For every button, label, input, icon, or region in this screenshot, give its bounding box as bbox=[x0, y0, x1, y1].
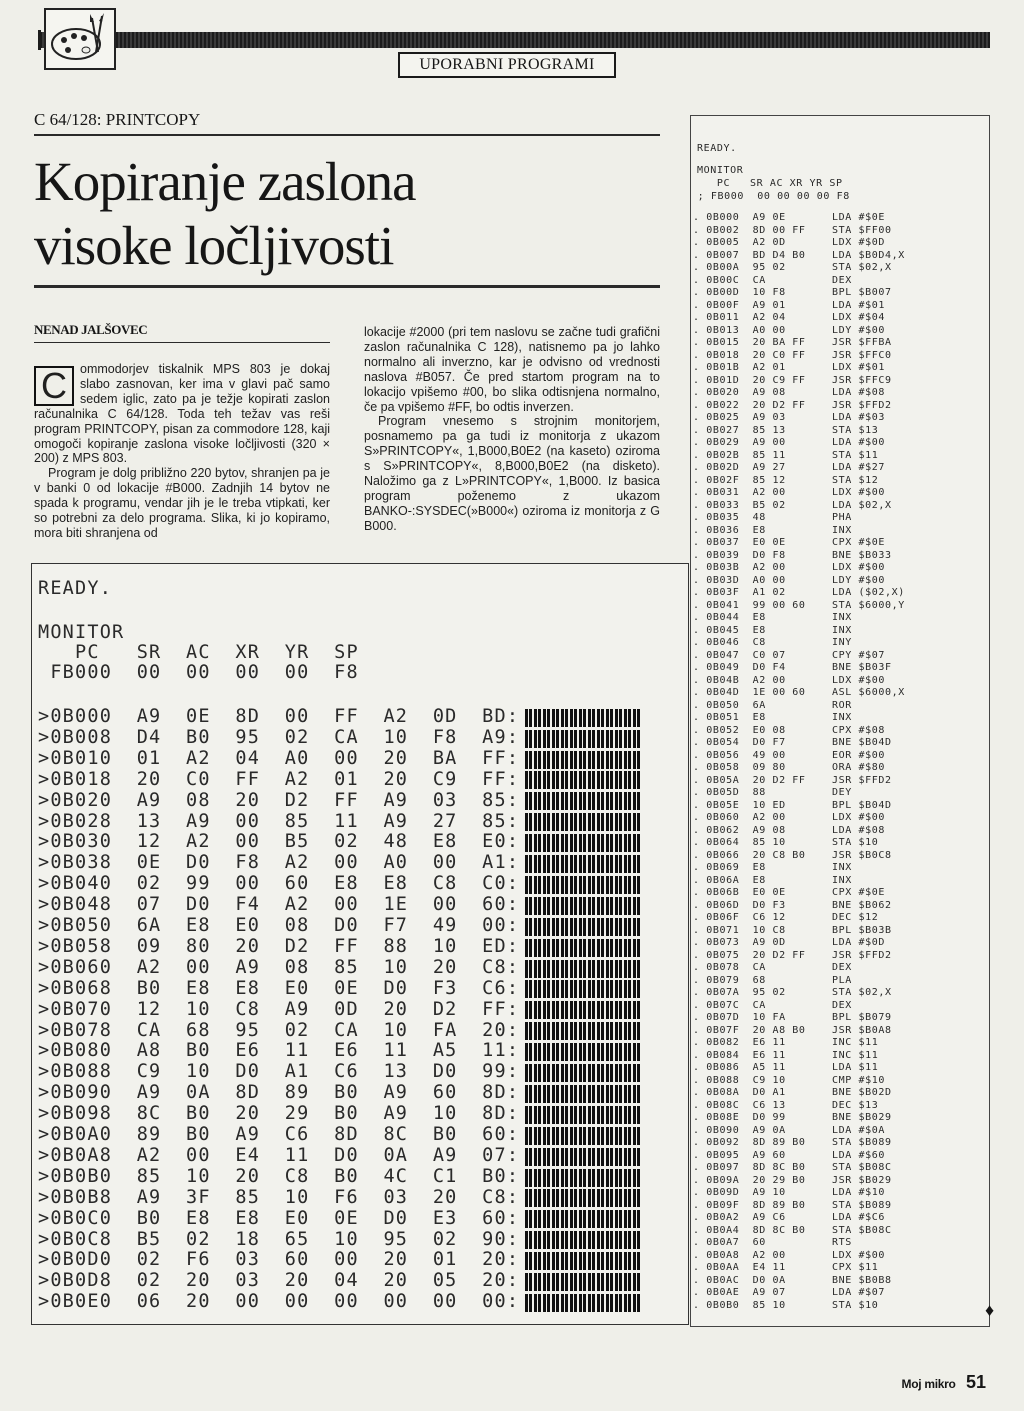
paragraph: Program vnesemo s strojnim monitorjem, posnamemo pa ga tudi iz monitorja z ukazom S»PRINTCOPY«, 1,B000,B0E2 (na kaseto) oziroma s S»PRINTCOPY«, 8,B000,B0E2 (na disketo). Naložimo ga z L»PRINTCOPY«, 1,B000. Iz basica program poženemo z ukazom BANKO-:SYSDEC(»B000«) oziroma iz monitorja z G B000. bbox=[364, 414, 660, 533]
petscii-graphics-cell bbox=[525, 813, 641, 831]
hex-row bbox=[38, 1103, 641, 1124]
hex-row bbox=[38, 727, 641, 748]
disassembly-row: . 0B0AA E4 11 CPX $11 bbox=[693, 1262, 879, 1273]
hex-row-text: >0B0E0 06 20 00 00 00 00 00 00: bbox=[38, 1291, 520, 1313]
disassembly-row: . 0B09D A9 10 LDA #$10 bbox=[693, 1187, 885, 1198]
disassembly-row: . 0B05A 20 D2 FF JSR $FFD2 bbox=[693, 774, 892, 786]
disassembly-row: . 0B007 BD D4 B0 LDA $B0D4,X bbox=[693, 249, 905, 261]
disassembly-row: . 0B005 A2 0D LDX #$0D bbox=[693, 237, 885, 248]
disassembly-row: . 0B052 E0 08 CPX #$08 bbox=[693, 724, 885, 736]
disassembly-row: . 0B062 A9 08 LDA #$08 bbox=[693, 824, 885, 836]
hex-row bbox=[38, 915, 641, 936]
disassembly-row: . 0B066 20 C8 B0 JSR $B0C8 bbox=[693, 849, 892, 861]
disassembly-row: . 0B06D D0 F3 BNE $B062 bbox=[693, 899, 892, 911]
disassembly-row: . 0B022 20 D2 FF JSR $FFD2 bbox=[693, 399, 892, 411]
disassembly-row: . 0B033 B5 02 LDA $02,X bbox=[693, 499, 892, 511]
disassembly-row: . 0B03D A0 00 LDY #$00 bbox=[693, 574, 885, 586]
disassembly-row: . 0B0A8 A2 00 LDX #$00 bbox=[693, 1249, 885, 1261]
disassembly-row: . 0B092 8D 89 B0 STA $B089 bbox=[693, 1137, 892, 1148]
hex-row-text: >0B050 6A E8 E0 08 D0 F7 49 00: bbox=[38, 915, 520, 936]
disassembly-row: . 0B049 D0 F4 BNE $B03F bbox=[693, 662, 892, 673]
petscii-graphics-cell bbox=[525, 960, 641, 978]
petscii-graphics-cell bbox=[525, 1273, 641, 1291]
article-author: NENAD JALŠOVEC bbox=[34, 322, 148, 337]
disassembly-row: . 0B050 6A ROR bbox=[693, 699, 852, 711]
disassembly-row: . 0B097 8D 8C B0 STA $B08C bbox=[693, 1162, 892, 1173]
hex-row bbox=[38, 1082, 641, 1103]
hex-row-text: >0B018 20 C0 FF A2 01 20 C9 FF: bbox=[38, 768, 520, 790]
disassembly-row: . 0B03B A2 00 LDX #$00 bbox=[693, 562, 885, 573]
petscii-graphics-cell bbox=[525, 834, 641, 852]
hex-row-text: >0B070 12 10 C8 A9 0D 20 D2 FF: bbox=[38, 998, 520, 1020]
paragraph: lokacije #2000 (pri tem naslovu se začne tudi grafični zaslon računalnika C 128), natisnemo pa jo lahko normalno ali inverzno, kar je odvisno od vrednosti naslova #B057. Če pred startom program na to lokacijo vpišemo #00, bo slika odtisnjena normalno, če pa vpišemo #FF, bo odtis inverzen. bbox=[364, 325, 660, 414]
disassembly-row: . 0B08E D0 99 BNE $B029 bbox=[693, 1112, 892, 1123]
hex-row-text: >0B010 01 A2 04 A0 00 20 BA FF: bbox=[38, 747, 520, 769]
hex-row bbox=[38, 1040, 641, 1061]
disassembly-row: . 0B060 A2 00 LDX #$00 bbox=[693, 812, 885, 823]
headline-line-1: Kopiranje zaslona bbox=[34, 151, 416, 212]
disassembly-row: . 0B082 E6 11 INC $11 bbox=[693, 1037, 879, 1048]
listing-monitor: MONITOR bbox=[697, 165, 744, 176]
disassembly-row: . 0B036 E8 INX bbox=[693, 524, 852, 536]
hex-row bbox=[38, 852, 641, 873]
rule-under-platform bbox=[34, 134, 660, 136]
disassembly-row: . 0B090 A9 0A LDA #$0A bbox=[693, 1124, 885, 1136]
disassembly-row: . 0B0A7 60 RTS bbox=[693, 1237, 852, 1248]
disassembly-row: . 0B08C C6 13 DEC $13 bbox=[693, 1099, 879, 1111]
hex-row bbox=[38, 1291, 641, 1312]
rule-under-headline bbox=[34, 285, 660, 288]
listing-register-values: FB000 00 00 00 00 F8 bbox=[38, 662, 359, 683]
header-stripe-gap bbox=[20, 30, 41, 50]
petscii-graphics-cell bbox=[525, 751, 641, 769]
petscii-graphics-cell bbox=[525, 918, 641, 936]
hex-row-text: >0B058 09 80 20 D2 FF 88 10 ED: bbox=[38, 935, 520, 957]
petscii-graphics-cell bbox=[525, 1148, 641, 1166]
disassembly-row: . 0B079 68 PLA bbox=[693, 974, 852, 986]
disassembly-row: . 0B02F 85 12 STA $12 bbox=[693, 474, 879, 486]
hex-row bbox=[38, 957, 641, 978]
disassembly-row: . 0B064 85 10 STA $10 bbox=[693, 837, 879, 848]
disassembly-row: . 0B04B A2 00 LDX #$00 bbox=[693, 674, 885, 686]
listing-ready: READY. bbox=[697, 143, 737, 154]
petscii-graphics-cell bbox=[525, 1210, 641, 1228]
disassembly-row: . 0B047 C0 07 CPY #$07 bbox=[693, 649, 885, 661]
disassembly-row: . 0B071 10 C8 BPL $B03B bbox=[693, 924, 892, 936]
hex-row bbox=[38, 748, 641, 769]
listing-register-header: PC SR AC XR YR SP bbox=[697, 178, 843, 189]
disassembly-row: . 0B084 E6 11 INC $11 bbox=[693, 1049, 879, 1061]
hex-row-text: >0B048 07 D0 F4 A2 00 1E 00 60: bbox=[38, 894, 520, 916]
disassembly-row: . 0B05D 88 DEY bbox=[693, 787, 852, 798]
article-column-2 bbox=[364, 325, 660, 534]
hex-row-text: >0B0A0 89 B0 A9 C6 8D 8C B0 60: bbox=[38, 1124, 520, 1145]
listing-register-values: ; FB000 00 00 00 00 F8 bbox=[691, 191, 850, 202]
hex-dump-listing bbox=[31, 563, 689, 1325]
rule-under-author bbox=[34, 342, 330, 343]
hex-row-text: >0B0B8 A9 3F 85 10 F6 03 20 C8: bbox=[38, 1186, 520, 1208]
disassembly-row: . 0B035 48 PHA bbox=[693, 512, 852, 523]
hex-row-text: >0B008 D4 B0 95 02 CA 10 F8 A9: bbox=[38, 726, 520, 748]
disassembly-row: . 0B069 E8 INX bbox=[693, 862, 852, 873]
disassembly-row: . 0B041 99 00 60 STA $6000,Y bbox=[693, 599, 905, 611]
disassembly-row: . 0B02B 85 11 STA $11 bbox=[693, 449, 879, 461]
disassembly-row: . 0B031 A2 00 LDX #$00 bbox=[693, 487, 885, 498]
hex-row-text: >0B098 8C B0 20 29 B0 A9 10 8D: bbox=[38, 1103, 520, 1125]
disassembly-row: . 0B01B A2 01 LDX #$01 bbox=[693, 362, 885, 373]
hex-row bbox=[38, 790, 641, 811]
hex-row-text: >0B0C0 B0 E8 E8 E0 0E D0 E3 60: bbox=[38, 1207, 520, 1229]
disassembly-row: . 0B095 A9 60 LDA #$60 bbox=[693, 1149, 885, 1161]
hex-row bbox=[38, 1145, 641, 1166]
hex-row bbox=[38, 1229, 641, 1250]
disassembly-row: . 0B07A 95 02 STA $02,X bbox=[693, 987, 892, 998]
listing-register-header: PC SR AC XR YR SP bbox=[38, 642, 359, 663]
disassembly-row: . 0B03F A1 02 LDA ($02,X) bbox=[693, 587, 905, 598]
disassembly-row: . 0B00C CA DEX bbox=[693, 274, 852, 286]
hex-row bbox=[38, 1061, 641, 1082]
hex-row-text: >0B0C8 B5 02 18 65 10 95 02 90: bbox=[38, 1228, 520, 1250]
disassembly-row: . 0B020 A9 08 LDA #$08 bbox=[693, 387, 885, 398]
hex-row-text: >0B0B0 85 10 20 C8 B0 4C C1 B0: bbox=[38, 1165, 520, 1187]
petscii-graphics-cell bbox=[525, 771, 641, 789]
disassembly-row: . 0B0AC D0 0A BNE $B0B8 bbox=[693, 1274, 892, 1286]
article-headline bbox=[34, 150, 674, 278]
continue-arrow-icon: ♦ bbox=[985, 1300, 995, 1320]
petscii-graphics-cell bbox=[525, 709, 641, 727]
petscii-graphics-cell bbox=[525, 1252, 641, 1270]
petscii-graphics-cell bbox=[525, 1189, 641, 1207]
disassembly-row: . 0B088 C9 10 CMP #$10 bbox=[693, 1074, 885, 1086]
disassembly-row: . 0B06F C6 12 DEC $12 bbox=[693, 912, 879, 923]
article-column-1 bbox=[34, 362, 330, 541]
listing-ready: READY. bbox=[38, 578, 113, 599]
disassembly-row: . 0B08A D0 A1 BNE $B02D bbox=[693, 1087, 892, 1098]
petscii-graphics-cell bbox=[525, 1085, 641, 1103]
disassembly-row: . 0B046 C8 INY bbox=[693, 637, 852, 648]
disassembly-row: . 0B056 49 00 EOR #$00 bbox=[693, 749, 885, 761]
hex-row bbox=[38, 811, 641, 832]
hex-row-text: >0B020 A9 08 20 D2 FF A9 03 85: bbox=[38, 789, 520, 811]
disassembly-row: . 0B051 E8 INX bbox=[693, 712, 852, 723]
disassembly-row: . 0B02D A9 27 LDA #$27 bbox=[693, 462, 885, 473]
disassembly-row: . 0B0AE A9 07 LDA #$07 bbox=[693, 1287, 885, 1298]
hex-row bbox=[38, 1270, 641, 1291]
disassembly-row: . 0B06A E8 INX bbox=[693, 874, 852, 886]
disassembly-row: . 0B05E 10 ED BPL $B04D bbox=[693, 799, 892, 811]
hex-row bbox=[38, 1124, 641, 1145]
disassembly-row: . 0B078 CA DEX bbox=[693, 962, 852, 973]
disassembly-row: . 0B075 20 D2 FF JSR $FFD2 bbox=[693, 949, 892, 961]
hex-row bbox=[38, 894, 641, 915]
disassembly-row: . 0B0A2 A9 C6 LDA #$C6 bbox=[693, 1212, 885, 1223]
disassembly-row: . 0B029 A9 00 LDA #$00 bbox=[693, 437, 885, 448]
disassembly-row: . 0B00F A9 01 LDA #$01 bbox=[693, 299, 885, 311]
petscii-graphics-cell bbox=[525, 1294, 641, 1312]
paragraph bbox=[34, 362, 330, 466]
petscii-graphics-cell bbox=[525, 855, 641, 873]
disassembly-row: . 0B0B0 85 10 STA $10 bbox=[693, 1299, 879, 1311]
petscii-graphics-cell bbox=[525, 897, 641, 915]
headline-line-2: visoke ločljivosti bbox=[34, 215, 394, 276]
petscii-graphics-cell bbox=[525, 980, 641, 998]
hex-row-text: >0B060 A2 00 A9 08 85 10 20 C8: bbox=[38, 956, 520, 978]
disassembly-row: . 0B0A4 8D 8C B0 STA $B08C bbox=[693, 1224, 892, 1236]
hex-row-text: >0B040 02 99 00 60 E8 E8 C8 C0: bbox=[38, 873, 520, 895]
disassembly-row: . 0B018 20 C0 FF JSR $FFC0 bbox=[693, 349, 892, 361]
disassembly-row: . 0B044 E8 INX bbox=[693, 612, 852, 623]
disassembly-row: . 0B002 8D 00 FF STA $FF00 bbox=[693, 224, 892, 236]
petscii-graphics-cell bbox=[525, 1064, 641, 1082]
disassembly-row: . 0B058 09 80 ORA #$80 bbox=[693, 762, 885, 773]
disassembly-row: . 0B000 A9 0E LDA #$0E bbox=[693, 212, 885, 223]
hex-row bbox=[38, 978, 641, 999]
palette-brush-icon bbox=[44, 8, 116, 70]
disassembly-row: . 0B09F 8D 89 B0 STA $B089 bbox=[693, 1199, 892, 1211]
disassembly-row: . 0B054 D0 F7 BNE $B04D bbox=[693, 737, 892, 748]
petscii-graphics-cell bbox=[525, 939, 641, 957]
disassembly-row: . 0B073 A9 0D LDA #$0D bbox=[693, 937, 885, 948]
hex-row bbox=[38, 769, 641, 790]
section-tag: UPORABNI PROGRAMI bbox=[398, 52, 616, 78]
page-number: 51 bbox=[965, 1372, 986, 1392]
disassembly-row: . 0B011 A2 04 LDX #$04 bbox=[693, 312, 885, 323]
petscii-graphics-cell bbox=[525, 876, 641, 894]
hex-row bbox=[38, 706, 641, 727]
disassembly-row: . 0B00D 10 F8 BPL $B007 bbox=[693, 287, 892, 298]
hex-row-text: >0B088 C9 10 D0 A1 C6 13 D0 99: bbox=[38, 1061, 520, 1083]
hex-row bbox=[38, 999, 641, 1020]
disassembly-row: . 0B027 85 13 STA $13 bbox=[693, 424, 879, 436]
disassembly-row: . 0B07F 20 A8 B0 JSR $B0A8 bbox=[693, 1024, 892, 1036]
disassembly-row: . 0B013 A0 00 LDY #$00 bbox=[693, 324, 885, 336]
article-platform-label: C 64/128: PRINTCOPY bbox=[34, 110, 201, 129]
drop-cap: C bbox=[34, 366, 74, 406]
magazine-name: Moj mikro bbox=[901, 1377, 956, 1391]
hex-row-text: >0B0D8 02 20 03 20 04 20 05 20: bbox=[38, 1270, 520, 1292]
petscii-graphics-cell bbox=[525, 730, 641, 748]
hex-row-text: >0B028 13 A9 00 85 11 A9 27 85: bbox=[38, 810, 520, 832]
disassembly-row: . 0B025 A9 03 LDA #$03 bbox=[693, 412, 885, 423]
disassembly-row: . 0B04D 1E 00 60 ASL $6000,X bbox=[693, 687, 905, 698]
petscii-graphics-cell bbox=[525, 1001, 641, 1019]
petscii-graphics-cell bbox=[525, 1043, 641, 1061]
hex-row bbox=[38, 1020, 641, 1041]
hex-row-text: >0B090 A9 0A 8D 89 B0 A9 60 8D: bbox=[38, 1082, 520, 1104]
disassembly-row: . 0B07D 10 FA BPL $B079 bbox=[693, 1012, 892, 1023]
disassembly-row: . 0B07C CA DEX bbox=[693, 999, 852, 1011]
disassembly-row: . 0B09A 20 29 B0 JSR $B029 bbox=[693, 1174, 892, 1186]
paragraph-text: ommodorjev tiskalnik MPS 803 je dokaj slabo zasnovan, ker ima v glavi pač samo sedem iglic, zato pa je težje kopirati zaslon računalnika C 64/128. Toda teh težav vas reši program PRINTCOPY, pisan za commodore 128, kaji omogoči kopiranje zaslona visoke ločljivosti (320 × 200) z MPS 803. bbox=[34, 362, 330, 466]
hex-row bbox=[38, 1187, 641, 1208]
petscii-graphics-cell bbox=[525, 1169, 641, 1187]
hex-row-text: >0B080 A8 B0 E6 11 E6 11 A5 11: bbox=[38, 1040, 520, 1062]
page-footer bbox=[902, 1372, 986, 1393]
paragraph: Program je dolg približno 220 bytov, shranjen pa je v banki 0 od lokacije #B000. Zadnjih 14 bytov ne spada k programu, vendar jih je le treba vtipkati, ker so potrebni za delo programa. Slika, ki jo kopiramo, mora biti shranjena od bbox=[34, 466, 330, 540]
hex-row bbox=[38, 1166, 641, 1187]
petscii-graphics-cell bbox=[525, 792, 641, 810]
hex-row-text: >0B038 0E D0 F8 A2 00 A0 00 A1: bbox=[38, 852, 520, 874]
header-stripe-bar bbox=[20, 32, 990, 48]
hex-row-text: >0B000 A9 0E 8D 00 FF A2 0D BD: bbox=[38, 706, 520, 727]
petscii-graphics-cell bbox=[525, 1022, 641, 1040]
hex-row bbox=[38, 1249, 641, 1270]
hex-row-text: >0B030 12 A2 00 B5 02 48 E8 E0: bbox=[38, 831, 520, 853]
hex-row-text: >0B078 CA 68 95 02 CA 10 FA 20: bbox=[38, 1019, 520, 1041]
disassembly-row: . 0B00A 95 02 STA $02,X bbox=[693, 262, 892, 273]
disassembly-row: . 0B045 E8 INX bbox=[693, 624, 852, 636]
hex-row-text: >0B0D0 02 F6 03 60 00 20 01 20: bbox=[38, 1249, 520, 1271]
disassembly-row: . 0B01D 20 C9 FF JSR $FFC9 bbox=[693, 374, 892, 386]
listing-monitor: MONITOR bbox=[38, 622, 125, 643]
hex-row bbox=[38, 1208, 641, 1229]
hex-row bbox=[38, 831, 641, 852]
disassembly-listing bbox=[690, 115, 990, 1327]
hex-row-text: >0B0A8 A2 00 E4 11 D0 0A A9 07: bbox=[38, 1144, 520, 1166]
disassembly-row: . 0B015 20 BA FF JSR $FFBA bbox=[693, 337, 892, 348]
disassembly-row: . 0B06B E0 0E CPX #$0E bbox=[693, 887, 885, 898]
hex-row bbox=[38, 936, 641, 957]
disassembly-row: . 0B039 D0 F8 BNE $B033 bbox=[693, 549, 892, 561]
petscii-graphics-cell bbox=[525, 1231, 641, 1249]
disassembly-row: . 0B037 E0 0E CPX #$0E bbox=[693, 537, 885, 548]
disassembly-row: . 0B086 A5 11 LDA $11 bbox=[693, 1062, 879, 1073]
petscii-graphics-cell bbox=[525, 1106, 641, 1124]
petscii-graphics-cell bbox=[525, 1127, 641, 1145]
hex-row-text: >0B068 B0 E8 E8 E0 0E D0 F3 C6: bbox=[38, 977, 520, 999]
hex-row bbox=[38, 873, 641, 894]
